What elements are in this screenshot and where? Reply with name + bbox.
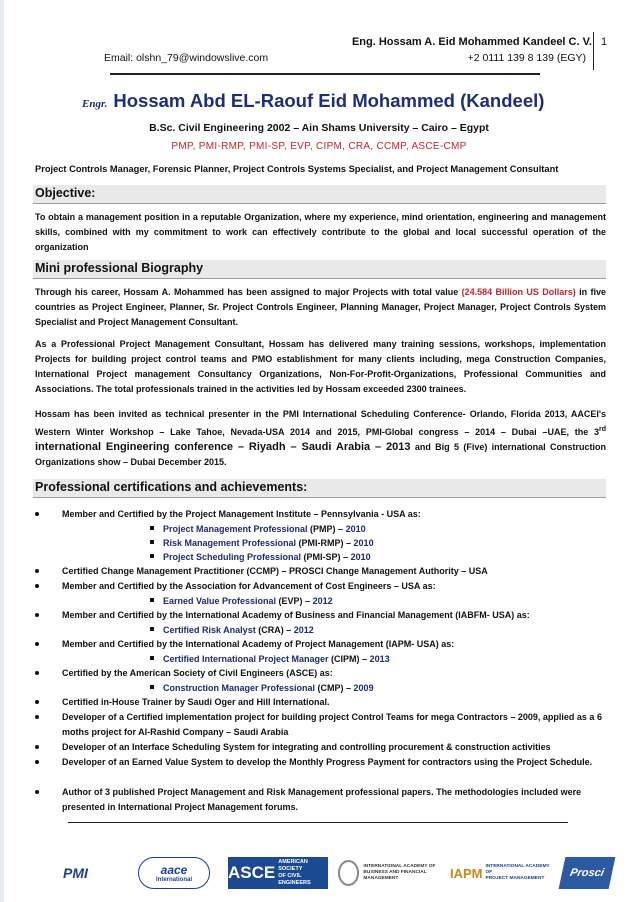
asce-logo-sub: AMERICAN SOCIETY OF CIVIL ENGINEERS [278,859,311,886]
objective-text: To obtain a management position in a reputable Organization, where my experience, mind orientation, engineering and management skills, combined with my commitment to work can effectively contribute to the global and local successful operation of the organization [35,212,606,252]
bullet-icon [35,671,39,675]
achievements-heading: Professional certifications and achievements: [35,480,308,494]
header-divider [593,32,594,70]
square-bullet-icon [150,554,154,558]
list-item: Certified by the American Society of Civil Engineers (ASCE) as: [35,666,606,681]
objective-heading: Objective: [35,186,96,200]
header-phone: +2 0111 139 8 139 (EGY) [467,52,586,64]
square-bullet-icon [150,656,154,660]
biography-paragraph-1 [35,285,606,330]
square-bullet-icon [150,598,154,602]
certifications-line: PMP, PMI-RMP, PMI-SP, EVP, CIPM, CRA, CCMP, ASCE-CMP [171,141,467,152]
square-bullet-icon [150,526,154,530]
biography-paragraph-3 [35,407,606,470]
header-name: Eng. Hossam A. Eid Mohammed Kandeel C. V. [351,36,592,48]
full-name: Hossam Abd EL-Raouf Eid Mohammed (Kandeel) [113,90,545,111]
bio-p1-highlight: (24.584 Billion US Dollars) [461,287,576,297]
list-item: Certified Change Management Practitioner (CCMP) – PROSCI Change Management Authority – USA [35,564,606,579]
prosci-logo [559,857,616,889]
objective-heading-bar [33,185,606,204]
bullet-icon [35,512,39,516]
pmi-logo [32,857,122,889]
iabfm-logo [338,857,442,889]
bullet-icon [35,700,39,704]
bullet-icon [35,642,39,646]
list-item: Member and Certified by the International Academy of Project Management (IAPM- USA) as: [35,637,606,652]
sub-item-cra: Certified Risk Analyst (CRA) – 2012 [150,623,314,637]
square-bullet-icon [150,627,154,631]
iapm-logo-mark: IAPM [450,865,483,881]
bullet-icon [35,760,39,764]
header-email[interactable]: Email: olshn_79@windowslive.com [104,52,269,64]
asce-logo [228,857,328,889]
page-number: 1 [601,36,608,48]
iapm-logo-text: INTERNATIONAL ACADEMY OF PROJECT MANAGEMENT [485,864,550,881]
bio-p1-text-a: Through his career, Hossam A. Mohammed has been assigned to major Projects with total value [35,287,462,297]
sub-item-cmp: Construction Manager Professional (CMP) – 2009 [150,681,374,695]
bio-p3-sup: rd [599,426,606,433]
header-rule [110,73,540,75]
biography-paragraph-2: As a Professional Project Management Consultant, Hossam has delivered many training sessions, workshops, implementation Projects for building project control teams and PMO establishment for many clients including, mega Construction Companies, International Project management Consultancy Organizations, Non-For-Profit-Organizations, Professional Communities and Associations. The total professionals trained in the activities led by Hossam exceeded 2300 trainees. [35,339,606,394]
list-item: Developer of a Certified implementation project for building project Control Teams for mega Contractors – 2009, applied as a 6 moths project for Al-Rashid Company – Saudi Arabia [35,710,606,739]
asce-logo-mark: ASCE [228,863,276,882]
iabfm-seal-icon [338,860,359,886]
pmi-logo-mark: PMI [63,865,88,881]
degree-line: B.Sc. Civil Engineering 2002 – Ain Shams University – Cairo – Egypt [149,122,489,134]
aace-logo [138,857,210,889]
footer-rule [68,822,568,823]
bullet-icon [35,715,39,719]
sub-item-pmp: Project Management Professional (PMP) – 2010 [150,522,366,536]
bio-p1-text-b: in five countries as Project Engineer, Planner, Sr. Project Controls Engineer, Planning Manager, Project Manager, Project Controls System Specialist and Project Management Consultant. [35,287,606,327]
aace-logo-sub: International [155,877,192,883]
square-bullet-icon [150,540,154,544]
iapm-logo [450,857,554,889]
name-heading [82,90,582,112]
list-item: Author of 3 published Project Management and Risk Management professional papers. The methodologies included were presented in International Project Management forums. [35,785,606,814]
list-item: Member and Certified by the International Academy of Business and Financial Management (IABFM- USA) as: [35,608,606,623]
list-item: Developer of an Earned Value System to develop the Monthly Progress Payment for contractors using the Project Schedule. [35,755,606,770]
square-bullet-icon [150,685,154,689]
achievements-list [35,507,606,812]
list-item: Member and Certified by the Project Management Institute – Pennsylvania - USA as: [35,507,606,522]
sub-item-sp: Project Scheduling Professional (PMI-SP) – 2010 [150,550,371,564]
name-prefix: Engr. [82,98,108,110]
bio-p3-text-a: Hossam has been invited as technical presenter in the PMI International Scheduling Conference- Orlando, Florida 2013, AACEI's Western Winter Workshop – Lake Tahoe, Nevada-USA 2014 and 2015, PMI-Global congress – 2014 – Dubai –UAE, the 3 [35,409,606,437]
biography-heading: Mini professional Biography [35,261,204,275]
sub-item-rmp: Risk Management Professional (PMI-RMP) – 2010 [150,536,374,550]
sub-item-cipm: Certified International Project Manager (CIPM) – 2013 [150,652,390,666]
aace-logo-mark: aace [160,863,188,877]
iabfm-logo-text: INTERNATIONAL ACADEMY OF BUSINESS AND FINANCIAL MANAGEMENT [363,864,436,881]
bio-p3-text-b: and Big 5 (Five) international Construction Organizations show – Dubai December 2015. [35,442,606,467]
list-item: Certified in-House Trainer by Saudi Oger and Hill International. [35,695,606,710]
list-item: Developer of an Interface Scheduling System for integrating and controlling procurement & construction activities [35,740,606,755]
bullet-icon [35,790,39,794]
bullet-icon [35,584,39,588]
sub-item-evp: Earned Value Professional (EVP) – 2012 [150,594,333,608]
achievements-heading-bar [33,479,606,498]
prosci-logo-mark: Prosci [568,867,606,879]
bio-p3-conference: international Engineering conference – Riyadh – Saudi Arabia – 2013 [35,441,411,453]
biography-heading-bar [33,260,606,279]
roles-line: Project Controls Manager, Forensic Planner, Project Controls Systems Specialist, and Project Management Consultant [35,164,559,174]
bullet-icon [35,613,39,617]
bullet-icon [35,569,39,573]
bullet-icon [35,745,39,749]
list-item: Member and Certified by the Association for Advancement of Cost Engineers – USA as: [35,579,606,594]
left-edge-bar [0,0,4,902]
